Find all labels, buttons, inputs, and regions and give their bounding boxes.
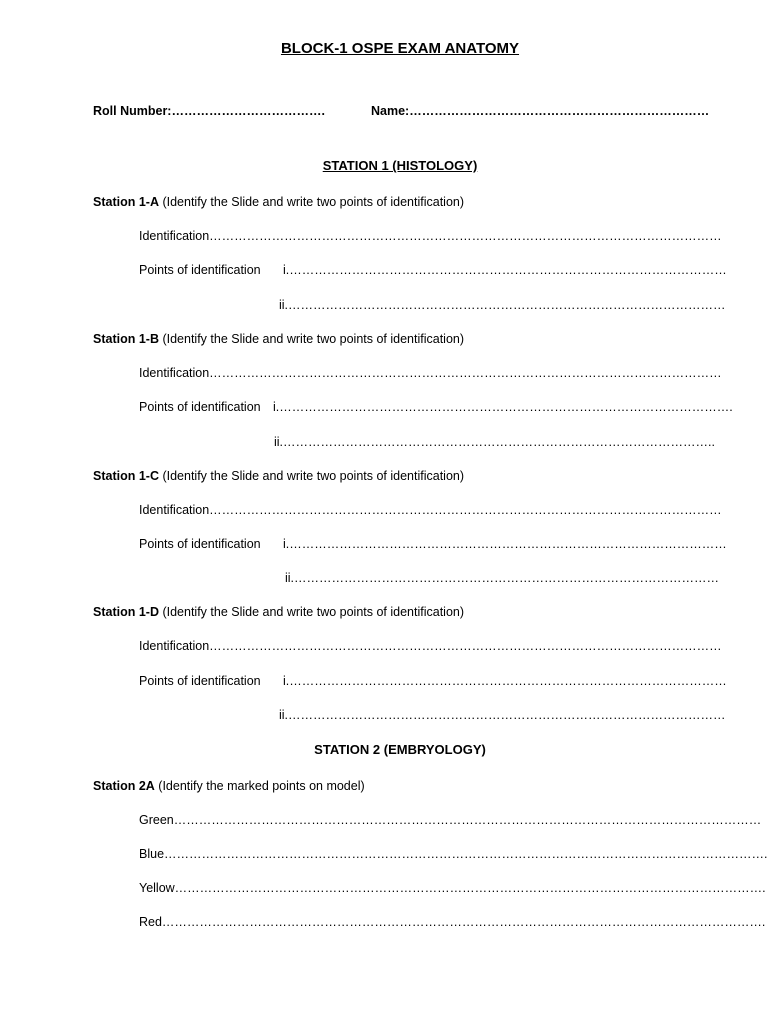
station-1a-identification: Identification…………………………………………………………………………………………………………… [139,229,722,243]
station-1a-point-i: i.…………………………………………………………………………………………… [283,263,727,277]
station-1d-point-i: i.…………………………………………………………………………………………… [283,674,727,688]
station-1a-point-ii: ii.…………………………………………………………………………………………… [279,298,726,312]
station-1b-instruction: (Identify the Slide and write two points of identification) [162,332,465,346]
station-1c-point-ii: ii.………………………………………………………………………………………… [285,571,720,585]
station-1d-label: Station 1-D [93,605,159,619]
station-1c-header [93,468,464,484]
station1-heading: STATION 1 (HISTOLOGY) [322,158,478,173]
station-1b-header [93,331,464,347]
station-1d-identification: Identification…………………………………………………………………………………………………………… [139,639,722,653]
station-1c-instruction: (Identify the Slide and write two points of identification) [162,469,465,483]
station-1c-point-i: i.…………………………………………………………………………………………… [283,537,727,551]
station-1d-point-ii: ii.…………………………………………………………………………………………… [279,708,726,722]
name-field: Name:……………………………………………………………… [371,104,710,118]
station-1d-instruction: (Identify the Slide and write two points of identification) [162,605,465,619]
station-1a-instruction: (Identify the Slide and write two points of identification) [162,195,465,209]
station-1a-label: Station 1-A [93,195,159,209]
station-1a-points-label: Points of identification [139,263,261,277]
page-title: BLOCK-1 OSPE EXAM ANATOMY [280,40,520,57]
station-1c-label: Station 1-C [93,469,159,483]
station-2a-yellow: Yellow……………………………………………………………………………………………………………………………. [139,881,766,895]
station-2a-green: Green…………………………………………………………………………………………………………………………… [139,813,762,827]
station-1d-header [93,604,464,620]
station-1a-header [93,194,464,210]
roll-number-field: Roll Number:………………………………. [93,104,325,118]
station2-heading: STATION 2 (EMBRYOLOGY) [314,742,486,757]
station-1b-label: Station 1-B [93,332,159,346]
station-1b-identification: Identification…………………………………………………………………………………………………………… [139,366,722,380]
station-2a-instruction: (Identify the marked points on model) [158,779,365,793]
station-2a-label: Station 2A [93,779,155,793]
station-1d-points-label: Points of identification [139,674,261,688]
station-2a-red: Red………………………………………………………………………………………………………………………………. [139,915,766,929]
station-1b-point-i: i.………………………………………………………………………………………………. [273,400,733,414]
station-2a-blue: Blue………………………………………………………………………………………………………………………………. [139,847,768,861]
station-1c-points-label: Points of identification [139,537,261,551]
station-2a-header [93,778,365,794]
station-1c-identification: Identification…………………………………………………………………………………………………………… [139,503,722,517]
station-1b-points-label: Points of identification [139,400,261,414]
station-1b-point-ii: ii.………………………………………………………………………………………….. [274,435,715,449]
